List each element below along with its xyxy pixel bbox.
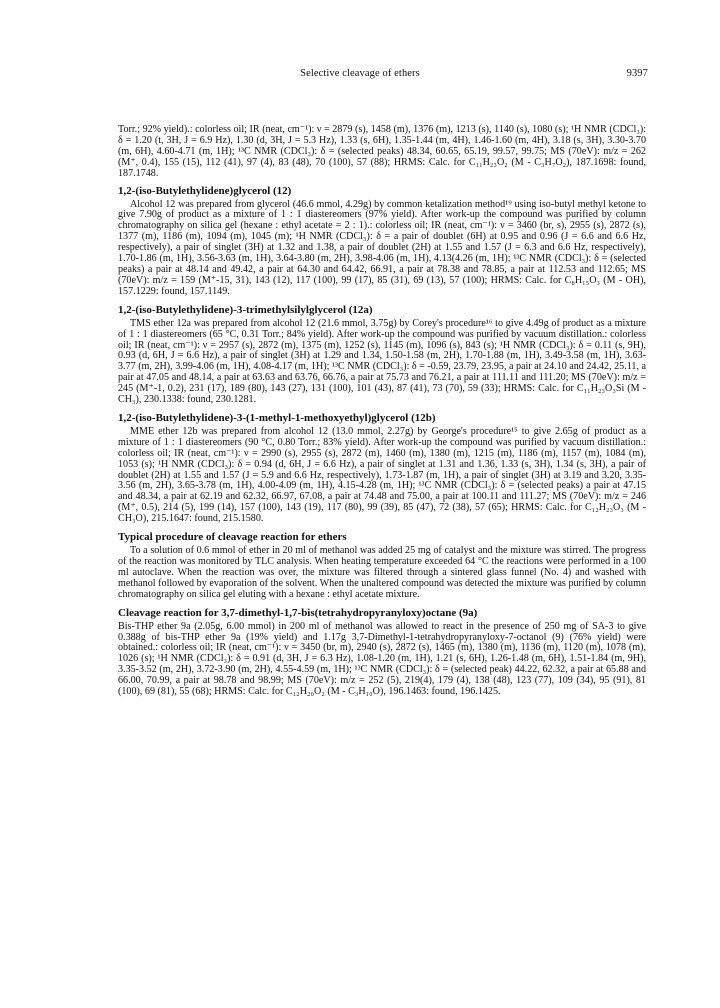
section-paragraph: Alcohol 12 was prepared from glycerol (46.6 mmol, 4.29g) by common ketalization method¹⁹ using iso-butyl methyl ketone to give 7.90g of product as a mixture of 1 : 1 diastereomers (97% yield). After work-up the compound was purified by column chromatography on silica gel (hexane : ethyl acetate = 2 : 1).: colorless oil; IR (neat, cm⁻¹): ν = 3460 (br, s), 2955 (s), 2872 (s), 1377 (m), 1186 (m), 1094 (m), 1045 (m); ¹H NMR (CDCl₃): δ = a pair of doublet (6H) at 0.95 and 0.96 (J = 6.6 and 6.6 Hz, respectively), a pair of singlet (3H) at 1.32 and 1.38, a pair of doublet (2H) at 1.55 and 1.57 (J = 6.3 and 6.6 Hz, respectively), 1.70-1.86 (m, 1H), 3.56-3.63 (m, 1H), 3.64-3.80 (m, 2H), 3.98-4.06 (m, 1H), 4.13(4.26 (m, 1H); ¹³C NMR (CDCl₃): δ = (selected peaks) a pair at 48.14 and 49.42, a pair at 64.30 and 64.42, 66.91, a pair at 78.38 and 78.85, a pair at 112.53 and 112.65; MS (70eV): m/z = 159 (M⁺-15, 31), 143 (12), 117 (100), 99 (17), 85 (31), 69 (13), 57 (100); HRMS: Calc. for C₈H₁₅O₃ (M - OH), 157.1229: found, 157.1149. (118, 198, 646, 297)
section-heading: 1,2-(iso-Butylethylidene)-3-(1-methyl-1-methoxyethyl)glycerol (12b) (118, 411, 436, 424)
section-heading: Typical procedure of cleavage reaction for ethers (118, 531, 347, 544)
page-number: 9397 (626, 68, 648, 79)
article-body (118, 125, 646, 698)
section-paragraph: MME ether 12b was prepared from alcohol 12 (13.0 mmol, 2.27g) by George's procedure¹⁵ to give 2.65g of product as a mixture of 1 : 1 diastereomers (90 °C, 0.80 Torr.; 83% yield). After work-up the compound was purified by vacuum distillation.: colorless oil; IR (neat, cm⁻¹): ν = 2990 (s), 2955 (s), 2872 (m), 1460 (m), 1380 (m), 1215 (m), 1186 (m), 1157 (m), 1084 (m), 1053 (s); ¹H NMR (CDCl₃): δ = 0.94 (d, 6H, J = 6.6 Hz), a pair of singlet at 1.31 and 1.36, 1.33 (s, 3H), 1.34 (s, 3H), a pair of doublet (2H) at 1.55 and 1.57 (J = 5.9 and 6.6 Hz, respectively), 1.73-1.87 (m, 1H), a pair of singlet (3H) at 3.19 and 3.20, 3.35-3.56 (m, 2H), 3.65-3.78 (m, 1H), 4.00-4.09 (m, 1H), 4.15-4.28 (m, 1H); ¹³C NMR (CDCl₃): δ = (selected peaks) a pair at 47.15 and 48.34, a pair at 62.19 and 62.32, 66.97, 67.08, a pair at 74.48 and 75.00, a pair at 100.11 and 111.27; MS (70eV): m/z = 246 (M⁺, 0.5), 214 (5), 199 (14), 157 (100), 143 (19), 117 (80), 99 (39), 85 (47), 72 (38), 57 (65); HRMS: Calc. for C₁₂H₂₃O₃ (M - CH₃O), 215.1647: found, 215.1580. (118, 425, 646, 525)
running-head (0, 68, 720, 82)
section-heading: 1,2-(iso-Butylethylidene)glycerol (12) (118, 184, 292, 197)
running-title: Selective cleavage of ethers (300, 68, 420, 79)
section-paragraph: Bis-THP ether 9a (2.05g, 6.00 mmol) in 200 ml of methanol was allowed to react in the presence of 250 mg of SA-3 to give 0.388g of bis-THP ether 9a (19% yield) and 1.17g 3,7-Dimethyl-1-tetrahydropyranyloxy-7-octanol (9) (76% yield) were obtained.: colorless oil; IR (neat, cm⁻¹): ν = 3450 (br, m), 2940 (s), 2872 (s), 1465 (m), 1380 (m), 1136 (m), 1120 (m), 1078 (m), 1026 (s); ¹H NMR (CDCl₃): δ = 0.91 (d, 3H, J = 6.3 Hz), 1.08-1.20 (m, 1H), 1.21 (s, 6H), 1.26-1.48 (m, 6H), 1.51-1.84 (m, 9H), 3.35-3.52 (m, 2H), 3.72-3.90 (m, 2H), 4.55-4.59 (m, 1H); ¹³C NMR (CDCl₃): δ = (selected peak) 44.22, 62.32, a pair at 65.88 and 66.00, 70.99, a pair at 98.78 and 98.99; MS (70eV): m/z = 252 (5), 219(4), 179 (4), 138 (48), 123 (77), 109 (34), 95 (91), 81 (100), 69 (81), 55 (68); HRMS: Calc. for C₁₂H₂₀O₂ (M - C₃H₁₀O), 196.1463: found, 196.1425. (118, 620, 646, 698)
section-heading: Cleavage reaction for 3,7-dimethyl-1,7-bis(tetrahydropyranyloxy)octane (9a) (118, 606, 478, 619)
section-paragraph: TMS ether 12a was prepared from alcohol 12 (21.6 mmol, 3.75g) by Corey's procedure¹⁶ to give 4.49g of product as a mixture of 1 : 1 diastereomers (65 °C, 0.31 Torr.; 84% yield). After work-up the compound was purified by vacuum distillation.: colorless oil; IR (neat, cm⁻¹): ν = 2957 (s), 2872 (m), 1375 (m), 1252 (s), 1145 (m), 1096 (s), 843 (s); ¹H NMR (CDCl₃): δ = 0.11 (s, 9H), 0.93 (d, 6H, J = 6.6 Hz), a pair of singlet (3H) at 1.29 and 1.34, 1.50-1.58 (m, 2H), 1.70-1.88 (m, 1H), 3.49-3.58 (m, 1H), 3.63-3.77 (m, 2H), 3.99-4.06 (m, 1H), 4.08-4.17 (m, 1H); ¹³C NMR (CDCl₃): δ = -0.59, 23.79, 23.95, a pair at 24.10 and 24.42, 25.11, a pair at 47.05 and 48.14, a pair at 63.63 and 63.76, 66.76, a pair at 75.73 and 76.21, a pair at 111.11 and 111.20; MS (70eV): m/z = 245 (M⁺-1, 0.2), 231 (17), 189 (80), 143 (27), 131 (100), 101 (43), 87 (41), 73 (70), 59 (33); HRMS: Calc. for C₁₁H₂₃O₃Si (M - CH₃), 230.1338: found, 230.1281. (118, 317, 646, 406)
section-heading: 1,2-(iso-Butylethylidene)-3-trimethylsilylglycerol (12a) (118, 303, 373, 316)
section-paragraph: To a solution of 0.6 mmol of ether in 20 ml of methanol was added 25 mg of catalyst and the mixture was stirred. The progress of the reaction was monitored by TLC analysis. When heating temperature exceeded 64 °C the reactions were performed in a 100 ml autoclave. When the reaction was over, the mixture was filtered through a sintered glass funnel (No. 4) and washed with methanol followed by evaporation of the solvent. When the unaltered compound was detected the mixture was purified by column chromatography on silica gel eluting with a hexane : ethyl acetate mixture. (118, 545, 646, 600)
continued-paragraph: Torr.; 92% yield).: colorless oil; IR (neat, cm⁻¹): ν = 2879 (s), 1458 (m), 1376 (m), 1213 (s), 1140 (s), 1080 (s); ¹H NMR (CDCl₃): δ = 1.20 (t, 3H, J = 6.9 Hz), 1.30 (d, 3H, J = 5.3 Hz), 1.33 (s, 6H), 1.35-1.44 (m, 4H), 1.46-1.60 (m, 4H), 3.18 (s, 3H), 3.30-3.70 (m, 6H), 4.60-4.71 (m, 1H); ¹³C NMR (CDCl₃): δ = (selected peaks) 48.34, 60.65, 65.19, 99.57, 99.75; MS (70eV): m/z = 262 (M⁺, 0.4), 155 (15), 112 (41), 97 (4), 83 (48), 70 (100), 57 (88); HRMS: Calc. for C₁₁H₂₃O₂ (M - C₃H₇O₂), 187.1698: found, 187.1748. (118, 124, 646, 179)
